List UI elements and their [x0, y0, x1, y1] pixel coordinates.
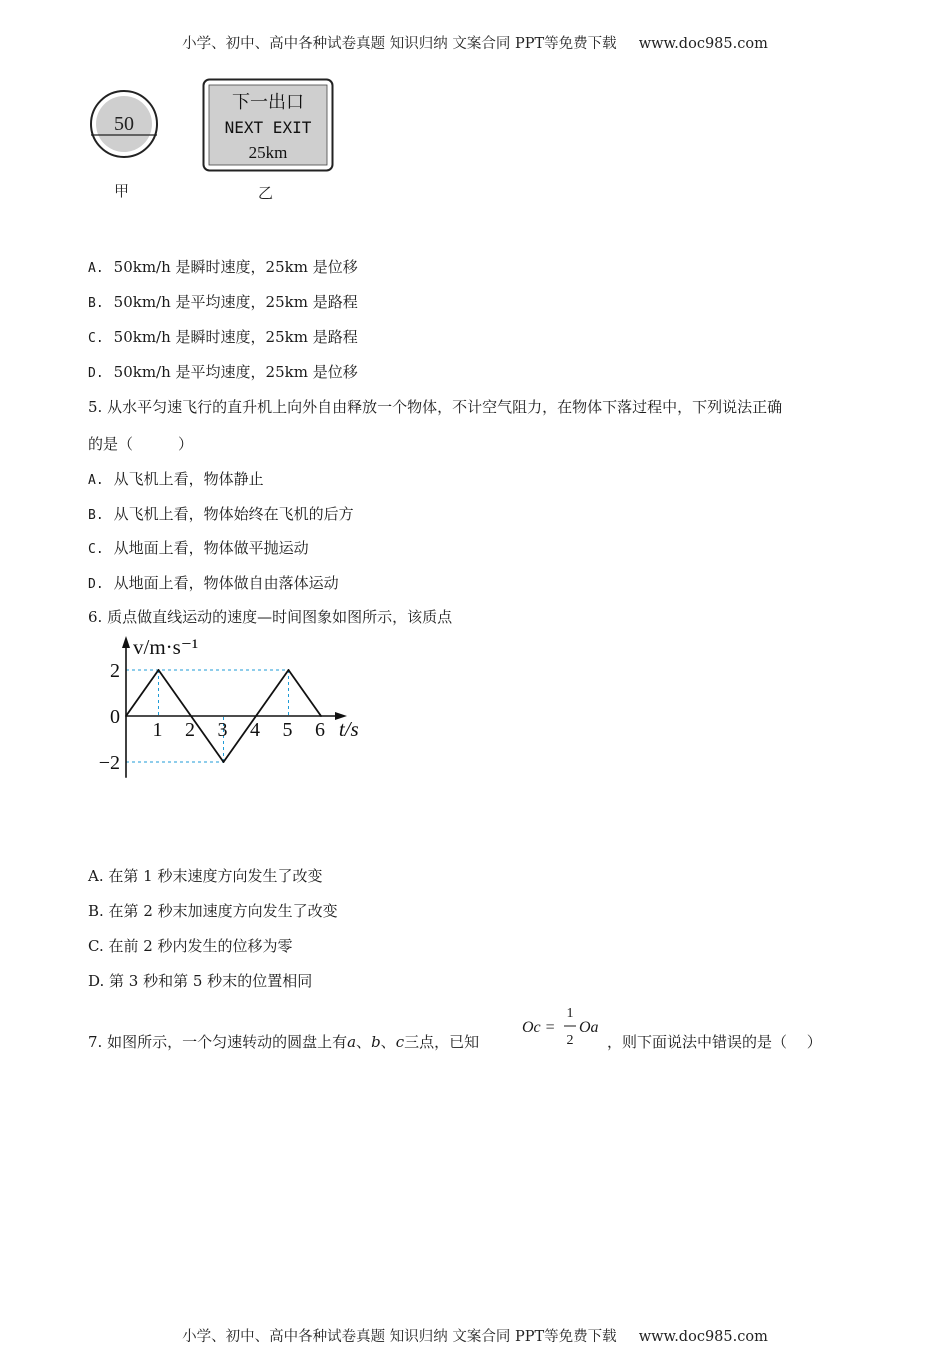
q7-stem: 7. 如图所示，一个匀速转动的圆盘上有a、b、c三点，已知	[88, 1033, 480, 1051]
exit-sign-line-1: 下一出口	[232, 92, 304, 113]
page-header	[0, 32, 950, 53]
x-axis-label: t/s	[338, 717, 359, 741]
point-b: b	[371, 1033, 381, 1051]
q5-option-a: A. 从飞机上看，物体静止	[88, 470, 264, 488]
q5-stem-line2: 的是（ ）	[88, 435, 194, 453]
y-tick-label-2: −2	[98, 752, 120, 774]
q4-option-b: B. 50km/h 是平均速度，25km 是路程	[88, 293, 358, 311]
formula-right: Oa	[579, 1019, 599, 1036]
point-a: a	[347, 1033, 357, 1051]
q6-option-b: B. 在第 2 秒末加速度方向发生了改变	[88, 902, 338, 920]
footer-text: 小学、初中、高中各种试卷真题 知识归纳 文案合同 PPT等免费下载	[182, 1329, 617, 1345]
q4-option-a: A. 50km/h 是瞬时速度，25km 是位移	[88, 258, 358, 276]
velocity-time-chart	[88, 632, 378, 792]
y-tick-label-0: 2	[110, 660, 120, 682]
q5-option-c: C. 从地面上看，物体做平抛运动	[88, 539, 309, 557]
point-c: c	[395, 1033, 405, 1051]
header-text: 小学、初中、高中各种试卷真题 知识归纳 文案合同 PPT等免费下载	[182, 36, 617, 52]
q5-option-d: D. 从地面上看，物体做自由落体运动	[88, 574, 339, 592]
formula-denominator: 2	[566, 1033, 574, 1048]
x-tick-label-1: 1	[152, 719, 163, 741]
y-axis-label: v/m·s⁻¹	[133, 635, 199, 659]
x-tick-label-6: 6	[315, 719, 325, 741]
caption-right: 乙	[258, 184, 274, 202]
x-tick-label-4: 4	[250, 719, 260, 741]
exit-sign-line-3: 25km	[248, 143, 288, 162]
speed-limit-sign	[88, 88, 160, 160]
q7-formula	[521, 1000, 605, 1056]
caption-left: 甲	[114, 182, 130, 200]
q6-option-c: C. 在前 2 秒内发生的位移为零	[88, 937, 293, 955]
formula-left: Oc =	[522, 1019, 556, 1036]
series-segment-4	[289, 670, 322, 716]
q5-stem-line1: 5. 从水平匀速飞行的直升机上向外自由释放一个物体，不计空气阻力，在物体下落过程中，下列说法正确	[88, 398, 783, 416]
q4-option-d: D. 50km/h 是平均速度，25km 是位移	[88, 363, 358, 381]
q6-option-d: D. 第 3 秒和第 5 秒末的位置相同	[88, 972, 313, 990]
q6-option-a: A. 在第 1 秒末速度方向发生了改变	[88, 867, 323, 885]
formula-numerator: 1	[566, 1006, 574, 1021]
footer-url: www.doc985.com	[638, 1329, 768, 1345]
x-tick-label-5: 5	[282, 719, 293, 741]
header-url: www.doc985.com	[638, 36, 768, 52]
speed-limit-value: 50	[114, 113, 134, 135]
q7-stem-tail: ，则下面说法中错误的是（ ）	[607, 1033, 822, 1051]
q5-option-b: B. 从飞机上看，物体始终在飞机的后方	[88, 505, 354, 523]
q6-stem: 6. 质点做直线运动的速度—时间图象如图所示，该质点	[88, 608, 453, 626]
x-tick-label-3: 3	[217, 719, 228, 741]
page-footer	[0, 1325, 950, 1346]
exit-sign-line-2: NEXT EXIT	[224, 118, 312, 137]
series-segment-1	[126, 670, 159, 716]
q4-option-c: C. 50km/h 是瞬时速度，25km 是路程	[88, 328, 358, 346]
x-tick-label-2: 2	[185, 719, 195, 741]
y-tick-label-1: 0	[110, 706, 120, 728]
y-axis-arrow	[122, 636, 130, 648]
exit-sign	[202, 78, 334, 172]
